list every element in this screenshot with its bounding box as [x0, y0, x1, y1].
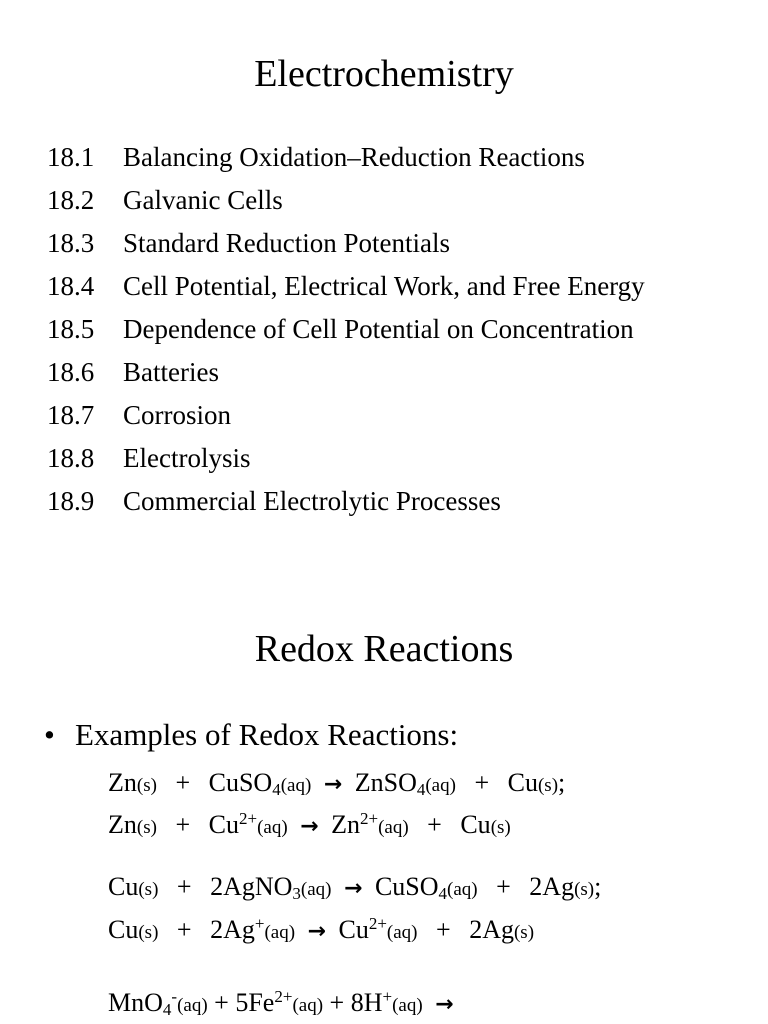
section-number: 18.9	[47, 486, 95, 516]
section-item	[47, 226, 645, 269]
section-label: Corrosion	[123, 400, 231, 430]
slide-title-electrochemistry: Electrochemistry	[254, 53, 514, 95]
section-item	[47, 140, 645, 183]
section-number: 18.3	[47, 228, 95, 258]
reaction-arrow-icon: →	[323, 772, 343, 797]
section-item	[47, 312, 645, 355]
reaction-arrow-icon: →	[300, 814, 319, 839]
reaction-arrow-icon: →	[344, 876, 363, 901]
section-number: 18.2	[47, 185, 95, 215]
bullet-text: Examples of Redox Reactions:	[75, 717, 459, 752]
section-item	[47, 441, 645, 484]
equation-zn-cu-ionic: $Zn(s) + Cu^{2+}(aq) \to Zn^{2+}(aq) + Cu(s)$	[108, 808, 511, 845]
section-number: 18.6	[47, 357, 95, 387]
section-number: 18.4	[47, 271, 95, 301]
equation-cu-agno3: Cu(s) + 2AgNO$_3$(aq) → CuSO$_4$(aq) + 2Ag(s);	[108, 870, 601, 907]
section-label: Galvanic Cells	[123, 185, 283, 215]
section-number: 18.8	[47, 443, 95, 473]
section-number: 18.7	[47, 400, 95, 430]
section-item	[47, 484, 645, 527]
bullet-symbol: •	[44, 717, 55, 752]
bullet-examples	[44, 714, 458, 756]
reaction-arrow-icon: →	[307, 919, 326, 944]
section-label: Standard Reduction Potentials	[123, 228, 450, 258]
equation-cu-ag-ionic: $Cu(s) + 2Ag^+(aq) \to Cu^{2+}(aq) + 2Ag(s)$	[108, 913, 534, 950]
section-number: 18.1	[47, 142, 95, 172]
section-item	[47, 183, 645, 226]
section-label: Cell Potential, Electrical Work, and Free Energy	[123, 271, 645, 301]
section-item	[47, 269, 645, 312]
section-label: Electrolysis	[123, 443, 251, 473]
section-label: Dependence of Cell Potential on Concentration	[123, 314, 634, 344]
section-item	[47, 355, 645, 398]
section-item	[47, 398, 645, 441]
equation-zn-cuso4: Zn(s) + CuSO$_4$(aq) → ZnSO$_4$(aq) + Cu(s);	[108, 766, 565, 803]
equation-mno4-fe: $MnO_4^-(aq) + 5Fe^{2+}(aq) + 8H^+(aq)$ →	[108, 986, 460, 1023]
section-label: Commercial Electrolytic Processes	[123, 486, 501, 516]
section-number: 18.5	[47, 314, 95, 344]
section-label: Batteries	[123, 357, 219, 387]
chapter-section-list	[47, 140, 645, 527]
section-label: Balancing Oxidation–Reduction Reactions	[123, 142, 585, 172]
slide-title-redox-reactions: Redox Reactions	[254, 628, 514, 670]
reaction-arrow-icon: →	[435, 992, 454, 1017]
